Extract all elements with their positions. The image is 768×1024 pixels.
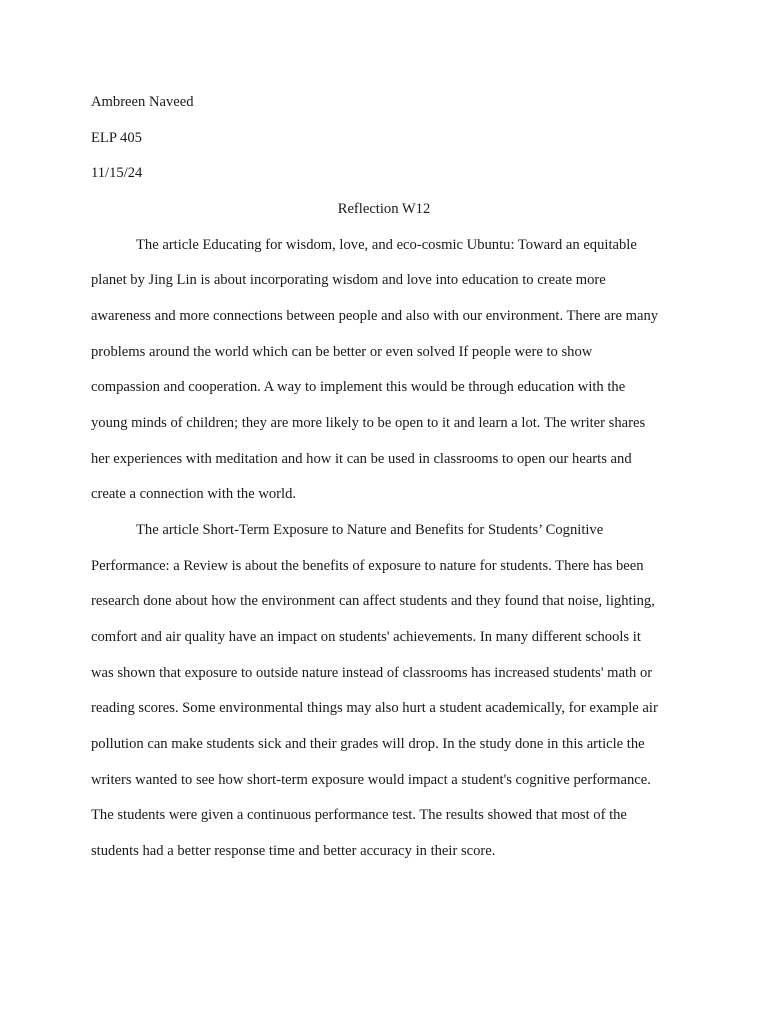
paragraph-line: awareness and more connections between people and also with our environment. There are many	[91, 308, 659, 324]
paragraph-line: research done about how the environment can affect students and they found that noise, lighting,	[91, 593, 655, 609]
paragraph-line: young minds of children; they are more likely to be open to it and learn a lot. The writer shares	[91, 415, 646, 431]
paragraph-line: her experiences with meditation and how it can be used in classrooms to open our hearts and	[91, 451, 632, 467]
paragraph-line: Performance: a Review is about the benefits of exposure to nature for students. There has been	[91, 558, 644, 574]
document-date: 11/15/24	[91, 165, 143, 181]
paragraph-line: pollution can make students sick and their grades will drop. In the study done in this article the	[91, 736, 645, 752]
paragraph-line: planet by Jing Lin is about incorporating wisdom and love into education to create more	[91, 272, 606, 288]
paragraph-line: The article Educating for wisdom, love, and eco-cosmic Ubuntu: Toward an equitable	[136, 237, 637, 253]
paragraph-line: students had a better response time and better accuracy in their score.	[91, 843, 496, 859]
course-code: ELP 405	[91, 130, 142, 146]
paragraph-line: was shown that exposure to outside nature instead of classrooms has increased students' math or	[91, 665, 653, 681]
paragraph-line: The students were given a continuous performance test. The results showed that most of the	[91, 807, 627, 823]
paragraph-line: reading scores. Some environmental things may also hurt a student academically, for example air	[91, 700, 658, 716]
paragraph-line: problems around the world which can be better or even solved If people were to show	[91, 344, 593, 360]
paragraph-line: create a connection with the world.	[91, 486, 297, 502]
document-title: Reflection W12	[337, 201, 431, 217]
paragraph-line: The article Short-Term Exposure to Nature and Benefits for Students’ Cognitive	[136, 522, 604, 538]
author-name: Ambreen Naveed	[91, 94, 194, 110]
paragraph-line: compassion and cooperation. A way to implement this would be through education with the	[91, 379, 626, 395]
paragraph-line: writers wanted to see how short-term exposure would impact a student's cognitive performance.	[91, 772, 651, 788]
paragraph-line: comfort and air quality have an impact on students' achievements. In many different schools it	[91, 629, 641, 645]
